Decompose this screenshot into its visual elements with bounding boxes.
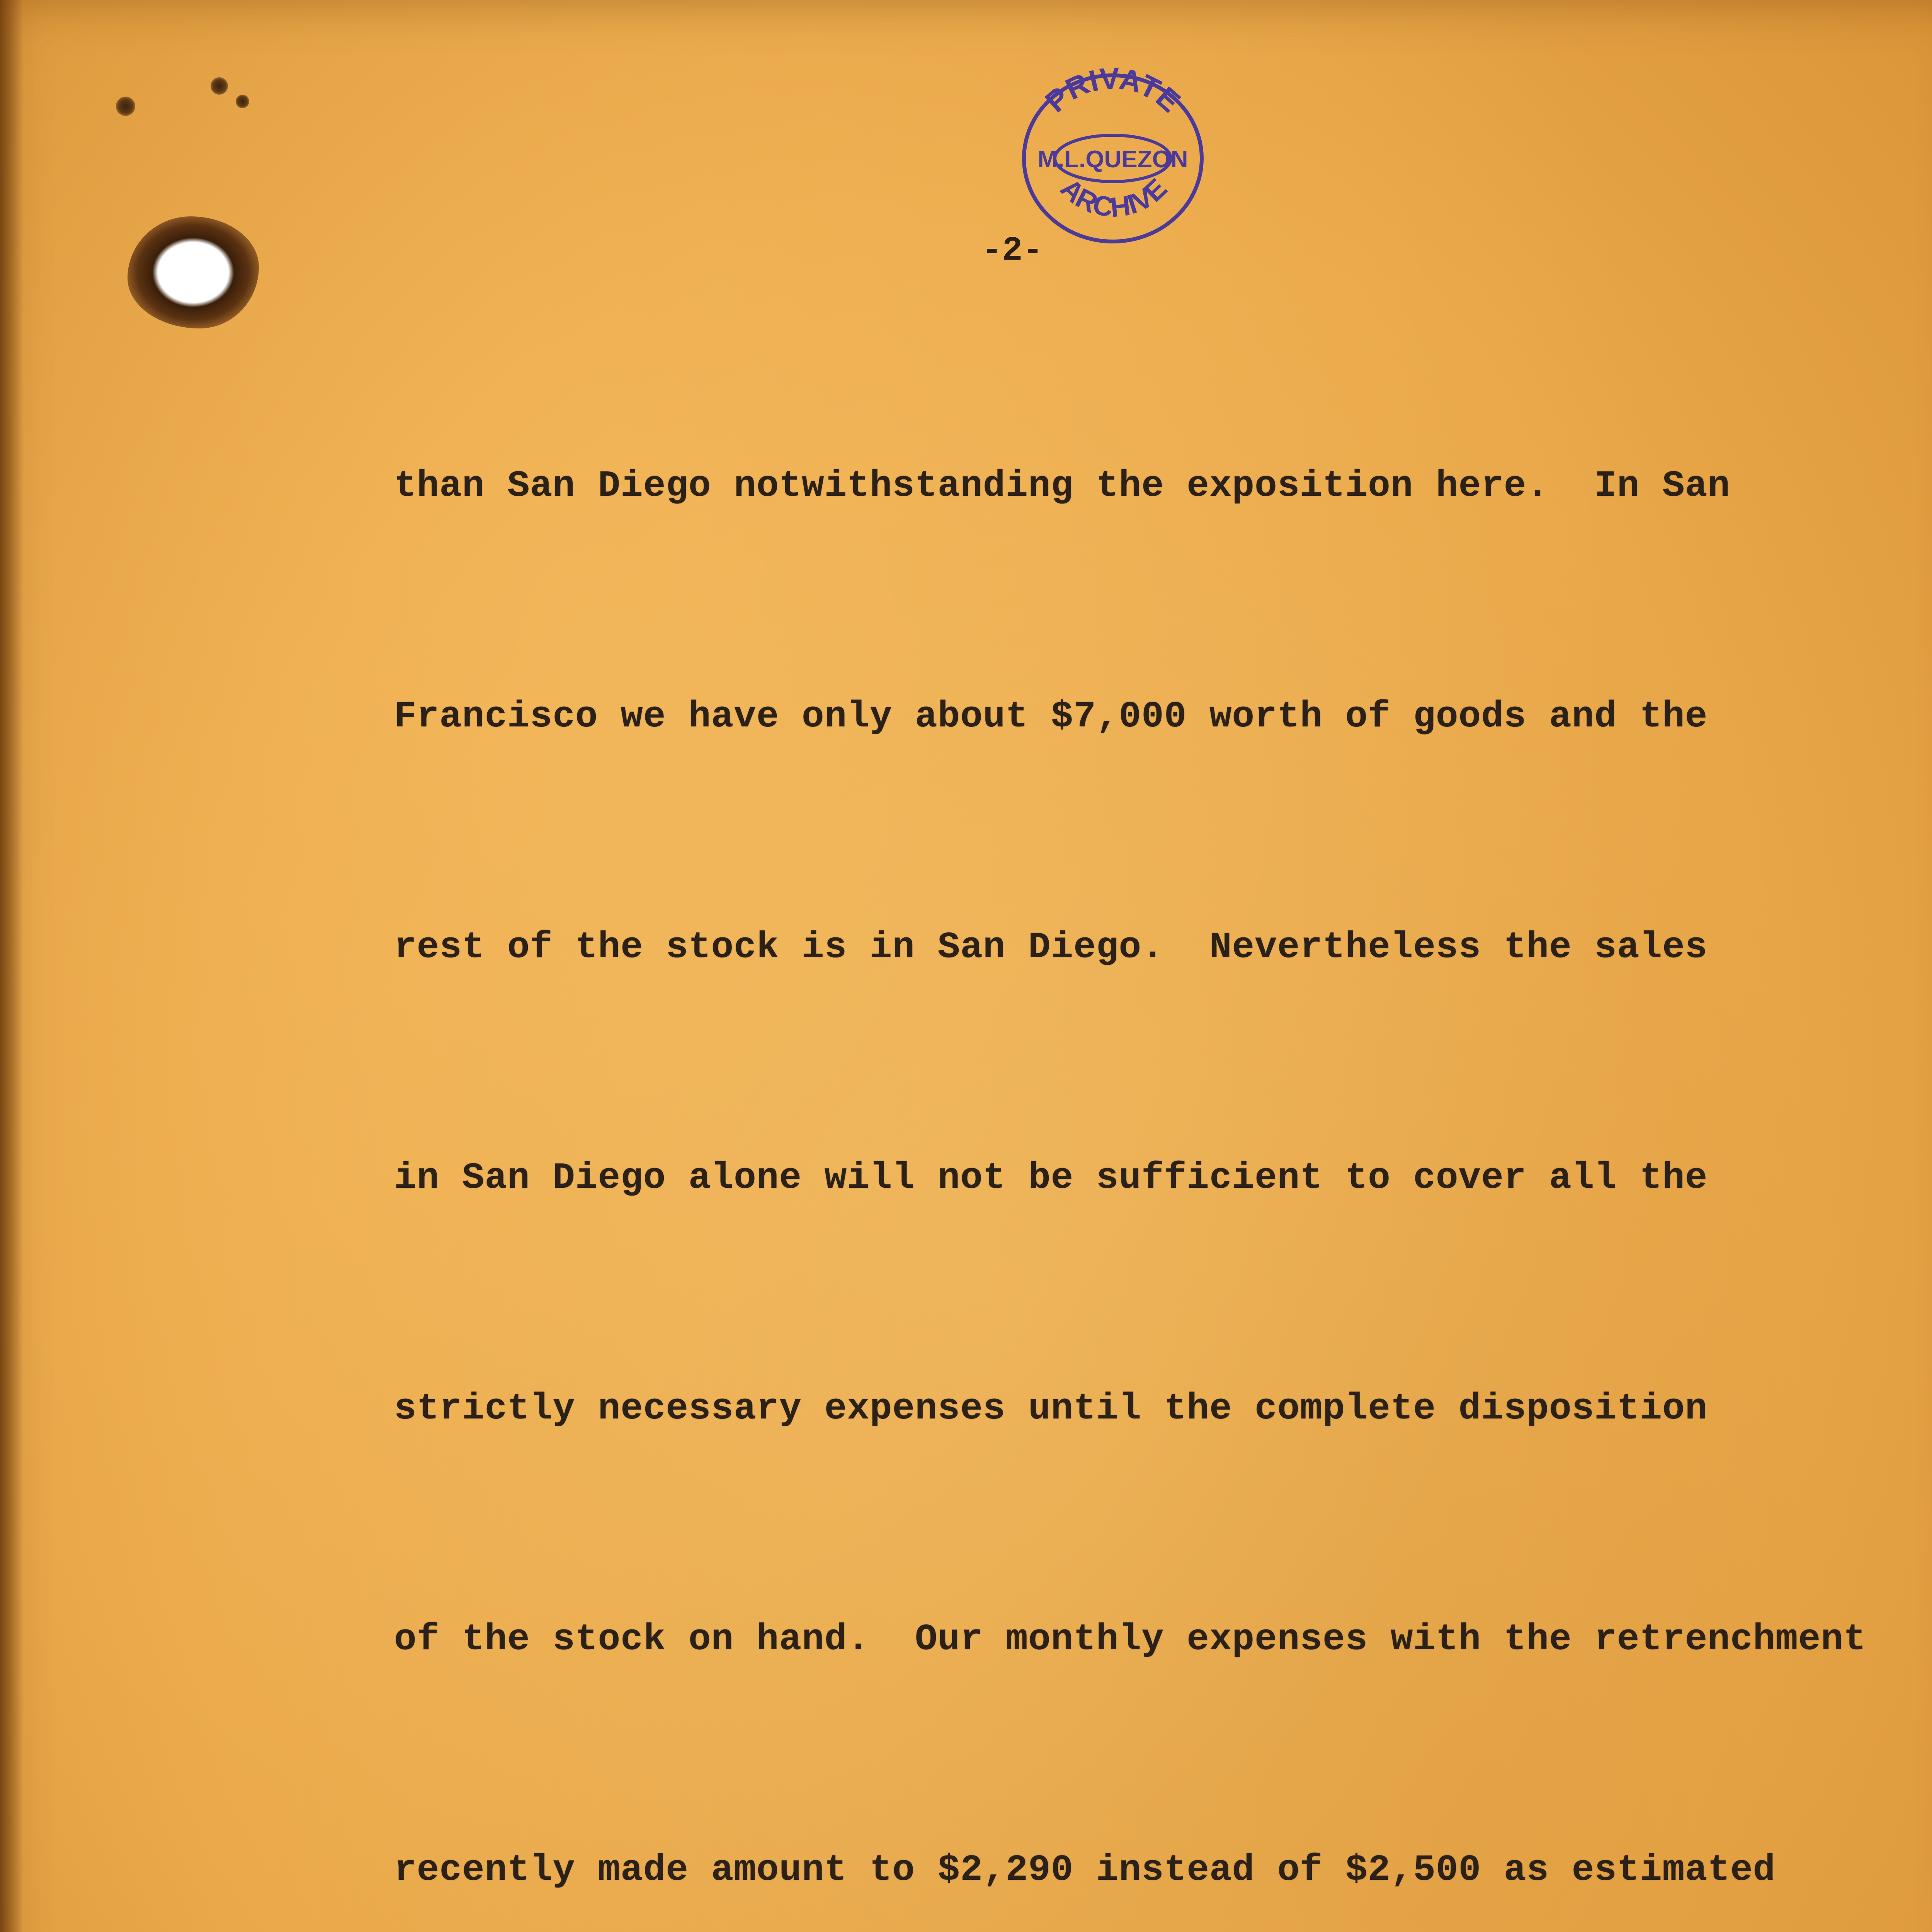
page-number: -2- bbox=[981, 232, 1043, 270]
archive-stamp-icon bbox=[1012, 66, 1213, 251]
page-edge-shadow bbox=[0, 0, 23, 1932]
stamp-top-text: PRIVATE bbox=[1038, 66, 1187, 119]
burn-hole bbox=[128, 216, 259, 328]
letter-body bbox=[394, 294, 1932, 1932]
archive-stamp bbox=[1012, 66, 1213, 251]
text-line: strictly necessary expenses until the complete disposition bbox=[394, 1388, 1708, 1430]
ink-spot bbox=[236, 95, 249, 108]
text-line: recently made amount to $2,290 instead of $2,500 as estimated bbox=[394, 1849, 1776, 1891]
stamp-bottom-text: ARCHIVE bbox=[1054, 172, 1173, 223]
text-line: of the stock on hand. Our monthly expenses with the retrenchment bbox=[394, 1618, 1866, 1660]
text-line: in San Diego alone will not be sufficient to cover all the bbox=[394, 1157, 1708, 1199]
ink-spot bbox=[211, 77, 228, 95]
text-line: Francisco we have only about $7,000 worth of goods and the bbox=[394, 696, 1708, 738]
stamp-center-text: M.L.QUEZON bbox=[1037, 146, 1188, 173]
text-line: rest of the stock is in San Diego. Nevertheless the sales bbox=[394, 926, 1708, 968]
ink-spot bbox=[116, 97, 135, 116]
text-line: than San Diego notwithstanding the exposition here. In San bbox=[394, 465, 1730, 507]
